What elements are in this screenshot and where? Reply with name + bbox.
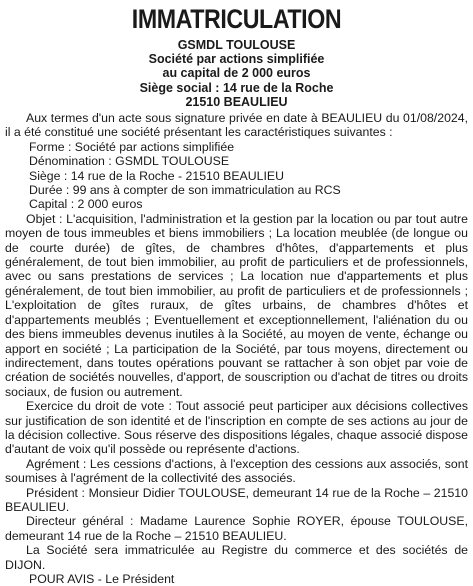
president-paragraph: Président : Monsieur Didier TOULOUSE, demeurant 14 rue de la Roche – 21510 BEAULIEU. [5,485,468,514]
directeur-paragraph: Directeur général : Madame Laurence Sophie ROYER, épouse TOULOUSE, demeurant 14 rue de la Roche – 21510 BEAULIEU. [5,514,468,543]
company-city: 21510 BEAULIEU [185,94,288,109]
item-capital: Capital : 2 000 euros [29,197,143,212]
company-form: Société par actions simplifiée [148,52,325,67]
item-forme: Forme : Société par actions simplifiée [29,139,235,154]
vote-paragraph: Exercice du droit de vote : Tout associé peut participer aux décisions collectives sur justification de son identité et de l'inscription en compte de ses actions au jour de la décision collective. Sous réserve des dispositions légales, chaque associé dispose d'autant de voix qu'il possède ou représente d'actions. [5,399,468,457]
company-name: GSMDL TOULOUSE [177,38,296,52]
notice-title: IMMATRICULATION [131,4,342,34]
registre-paragraph: La Société sera immatriculée au Registre du commerce et des sociétés de DIJON. [5,543,468,572]
item-duree: Durée : 99 ans à compter de son immatriculation au RCS [29,183,341,198]
company-seat: Siège social : 14 rue de la Roche [139,80,334,95]
item-denomination: Dénomination : GSMDL TOULOUSE [29,154,230,169]
item-siege: Siège : 14 rue de la Roche - 21510 BEAULIEU [29,168,284,183]
notice-body [5,111,468,586]
company-capital: au capital de 2 000 euros [162,66,311,81]
objet-paragraph: Objet : L'acquisition, l'administration et la gestion par la location ou par tout autre moyen de tous immeubles et biens immobiliers ; La location meublée (de longue ou de courte durée) de gîtes, de chambres d'hôtes, d'appartements et plus généralement, de tout bien immobilier, au profit de particuliers et de professionnels, avec ou sans prestations de services ; La location nue d'appartements et plus généralement, de tout bien immobilier, au profit de particuliers et de professionnels ; L'exploitation de gîtes ruraux, de gîtes urbains, de chambres d'hôtes et d'appartements meublés ; Eventuellement et exceptionnellement, l'aliénation du ou des biens immeubles devenus inutiles à la Société, au moyen de vente, échange ou apport en société ; La participation de la Société, par tous moyens, directement ou indirectement, dans toutes opérations pouvant se rattacher à son objet par voie de création de sociétés nouvelles, d'apport, de souscription ou d'achat de titres ou droits sociaux, de fusion ou autrement. [5,211,468,399]
intro-paragraph: Aux termes d'un acte sous signature privée en date à BEAULIEU du 01/08/2024, il a été constitué une société présentant les caractéristiques suivantes : [5,111,468,140]
signature-line: POUR AVIS - Le Président [29,572,175,586]
company-header [5,38,468,109]
agrement-paragraph: Agrément : Les cessions d'actions, à l'exception des cessions aux associés, sont soumises à l'agrément de la collectivité des associés. [5,456,468,486]
